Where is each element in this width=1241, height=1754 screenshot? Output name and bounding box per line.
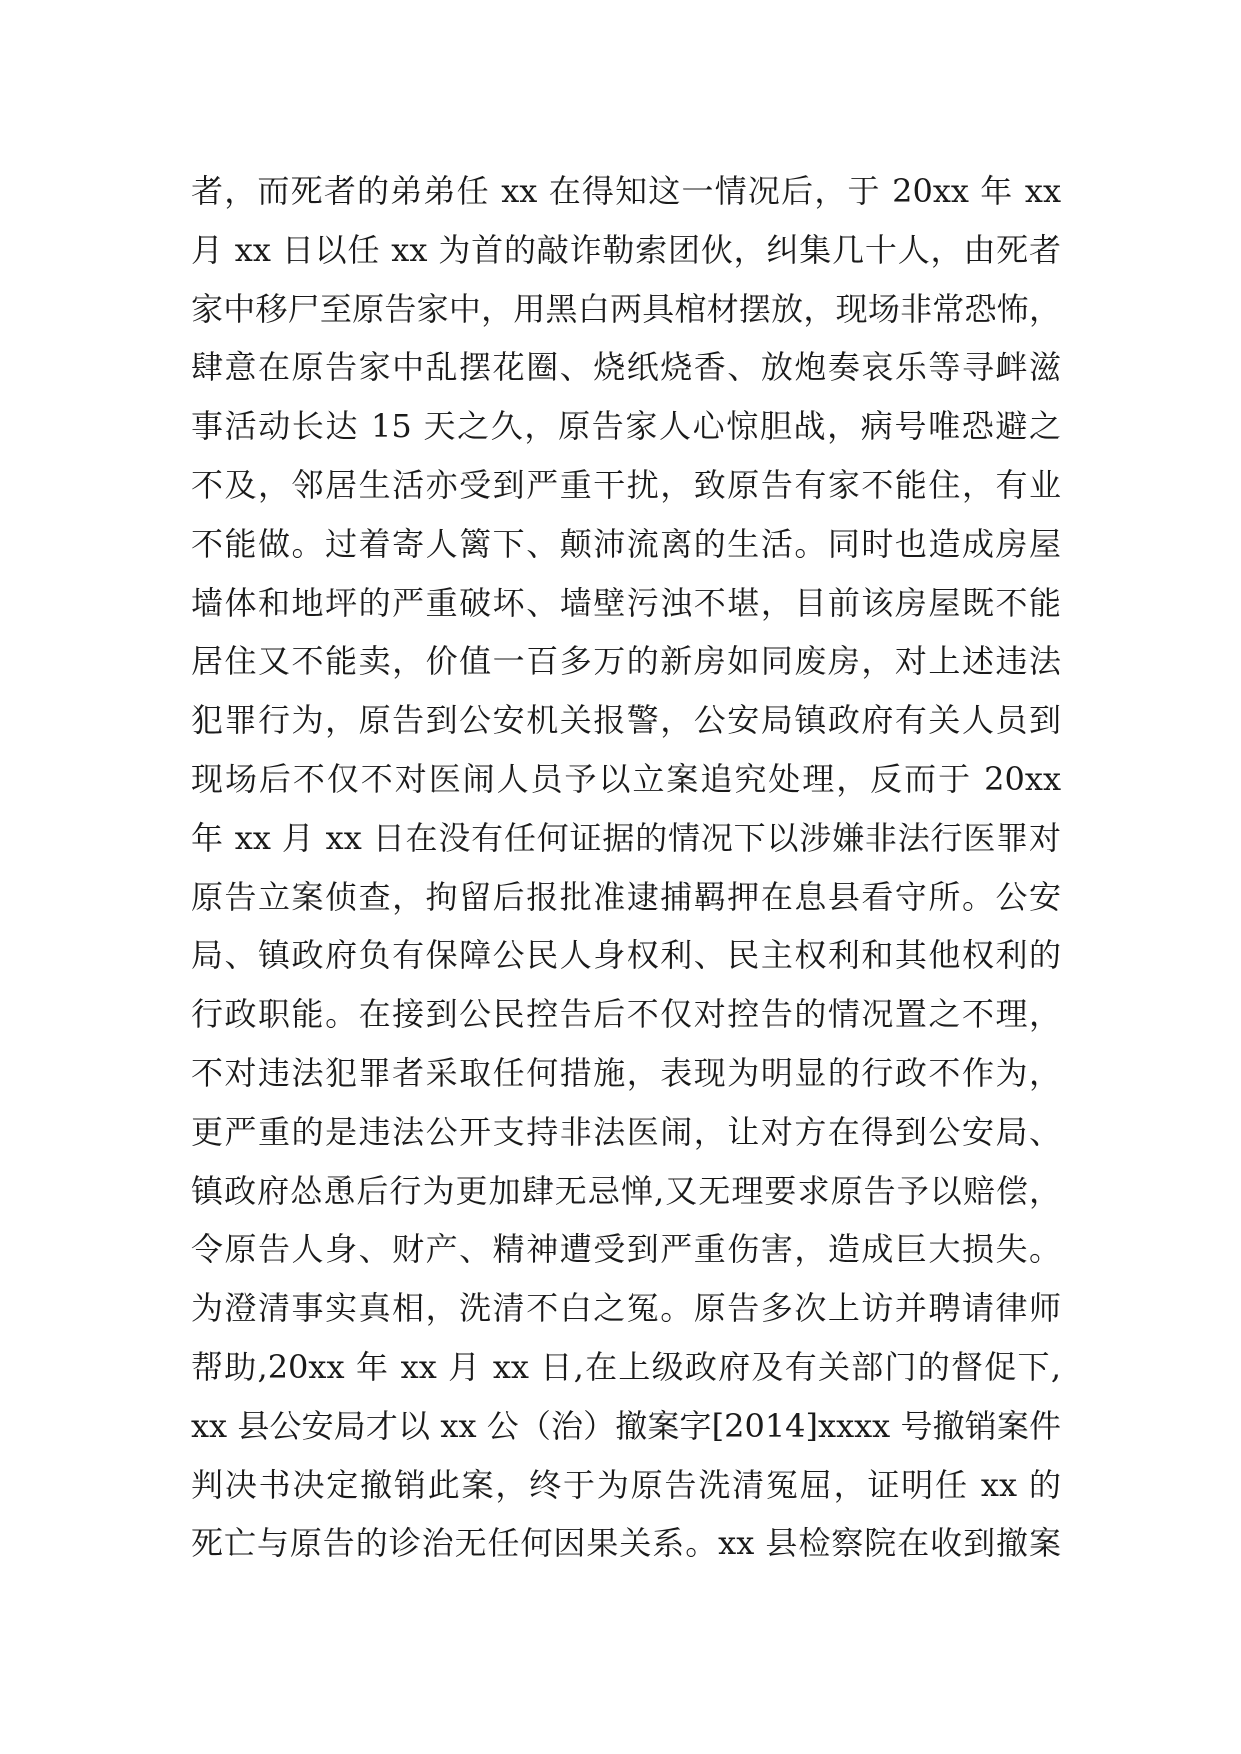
text-line: 不能做。过着寄人篱下、颠沛流离的生活。同时也造成房屋 (191, 524, 1061, 563)
text-line: 肆意在原告家中乱摆花圈、烧纸烧香、放炮奏哀乐等寻衅滋 (191, 348, 1061, 387)
text-line: 年 xx 月 xx 日在没有任何证据的情况下以涉嫌非法行医罪对 (191, 818, 1061, 857)
text-line: 为澄清事实真相，洗清不白之冤。原告多次上访并聘请律师 (191, 1289, 1061, 1328)
body-text (191, 162, 1061, 1573)
text-line: 居住又不能卖，价值一百多万的新房如同废房，对上述违法 (191, 642, 1061, 681)
text-line: 令原告人身、财产、精神遭受到严重伤害，造成巨大损失。 (191, 1230, 1061, 1269)
text-line: 事活动长达 15 天之久，原告家人心惊胆战，病号唯恐避之 (191, 407, 1061, 446)
text-line: 不对违法犯罪者采取任何措施，表现为明显的行政不作为， (191, 1053, 1061, 1092)
text-line: 判决书决定撤销此案，终于为原告洗清冤屈，证明任 xx 的 (191, 1465, 1061, 1504)
text-line: 更严重的是违法公开支持非法医闹，让对方在得到公安局、 (191, 1112, 1061, 1151)
text-line: 月 xx 日以任 xx 为首的敲诈勒索团伙，纠集几十人，由死者 (191, 230, 1061, 269)
text-line: 行政职能。在接到公民控告后不仅对控告的情况置之不理， (191, 995, 1061, 1034)
text-line: 局、镇政府负有保障公民人身权利、民主权利和其他权利的 (191, 936, 1061, 975)
text-line: 死亡与原告的诊治无任何因果关系。xx 县检察院在收到撤案 (191, 1524, 1061, 1563)
text-line: 犯罪行为，原告到公安机关报警，公安局镇政府有关人员到 (191, 701, 1061, 740)
text-line: 家中移尸至原告家中，用黑白两具棺材摆放，现场非常恐怖， (191, 289, 1061, 328)
text-line: 原告立案侦查，拘留后报批准逮捕羁押在息县看守所。公安 (191, 877, 1061, 916)
text-line: xx 县公安局才以 xx 公（治）撤案字[2014]xxxx 号撤销案件 (191, 1406, 1061, 1445)
text-line: 帮助,20xx 年 xx 月 xx 日,在上级政府及有关部门的督促下, (191, 1347, 1061, 1386)
text-line: 者，而死者的弟弟任 xx 在得知这一情况后，于 20xx 年 xx (191, 172, 1061, 210)
text-line: 不及，邻居生活亦受到严重干扰，致原告有家不能住，有业 (191, 465, 1061, 504)
text-line: 墙体和地坪的严重破坏、墙壁污浊不堪，目前该房屋既不能 (191, 583, 1061, 622)
text-line: 镇政府怂恿后行为更加肆无忌惮,又无理要求原告予以赔偿， (191, 1171, 1061, 1210)
text-line: 现场后不仅不对医闹人员予以立案追究处理，反而于 20xx (191, 759, 1061, 798)
